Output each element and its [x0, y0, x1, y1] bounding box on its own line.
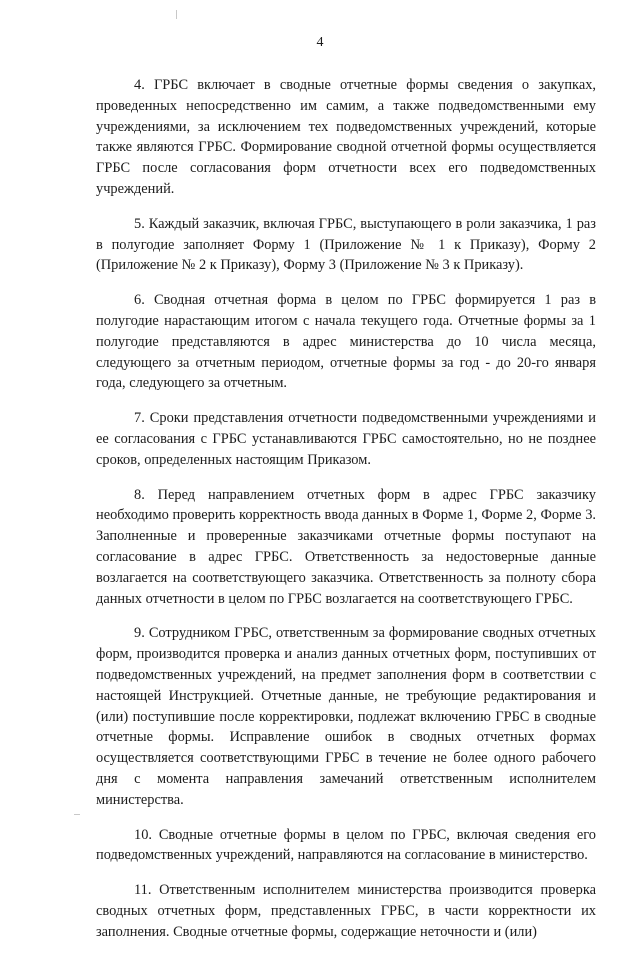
page-number: 4: [316, 35, 324, 50]
paragraph-9: 9. Сотрудником ГРБС, ответственным за формирование сводных отчетных форм, производится проверка и анализ данных отчетных форм, поступивших от подведомственных учреждений, на предмет заполнения форм в соответствии с настоящей Инструкцией. Отчетные данные, не требующие редактирования и (или) поступившие после корректировки, подлежат включению ГРБС в сводные отчетные формы. Исправление ошибок в сводных отчетных формах осуществляется соответствующими ГРБС в течение не более одного рабочего дня с момента направления замечаний ответственным исполнителем министерства.: [96, 625, 596, 808]
paragraph-10: 10. Сводные отчетные формы в целом по ГРБС, включая сведения его подведомственных учреждений, направляются на согласование в министерство.: [96, 826, 596, 864]
scan-mark-left: [74, 814, 80, 815]
paragraph-6: 6. Сводная отчетная форма в целом по ГРБС формируется 1 раз в полугодие нарастающим итогом с начала текущего года. Отчетные формы за 1 полугодие представляются в адрес министерства до 10 числа месяца, следующего за отчетным периодом, отчетные формы за год - до 20-го января года, следующего за отчетным.: [96, 292, 596, 392]
paragraph-11: 11. Ответственным исполнителем министерства производится проверка сводных отчетных форм, представленных ГРБС, в части корректности их заполнения. Сводные отчетные формы, содержащие неточности и (или): [96, 882, 596, 940]
paragraph-8: 8. Перед направлением отчетных форм в адрес ГРБС заказчику необходимо проверить корректность ввода данных в Форме 1, Форме 2, Форме 3. Заполненные и проверенные заказчиками отчетные формы поступают на согласование в адрес ГРБС. Ответственность за недостоверные данные возлагается на соответствующего заказчика. Ответственность за полноту сбора данных отчетности в целом по ГРБС возлагается на соответствующего ГРБС.: [96, 486, 596, 607]
scan-mark-top: [176, 10, 177, 19]
paragraph-5: 5. Каждый заказчик, включая ГРБС, выступающего в роли заказчика, 1 раз в полугодие заполняет Форму 1 (Приложение № 1 к Приказу), Форму 2 (Приложение № 2 к Приказу), Форму 3 (Приложение № 3 к Приказу).: [96, 215, 596, 274]
paragraph-4: 4. ГРБС включает в сводные отчетные формы сведения о закупках, проведенных непосредственно им самим, а также подведомственными ему учреждениями, за исключением тех подведомственных учреждений, которые также являются ГРБС. Формирование сводной отчетной формы осуществляется ГРБС после согласования форм отчетности всех его подведомственных учреждений.: [96, 77, 596, 197]
paragraph-7: 7. Сроки представления отчетности подведомственными учреждениями и ее согласования с ГРБС устанавливаются ГРБС самостоятельно, но не позднее сроков, определенных настоящим Приказом.: [96, 410, 596, 468]
document-body: [96, 75, 596, 956]
